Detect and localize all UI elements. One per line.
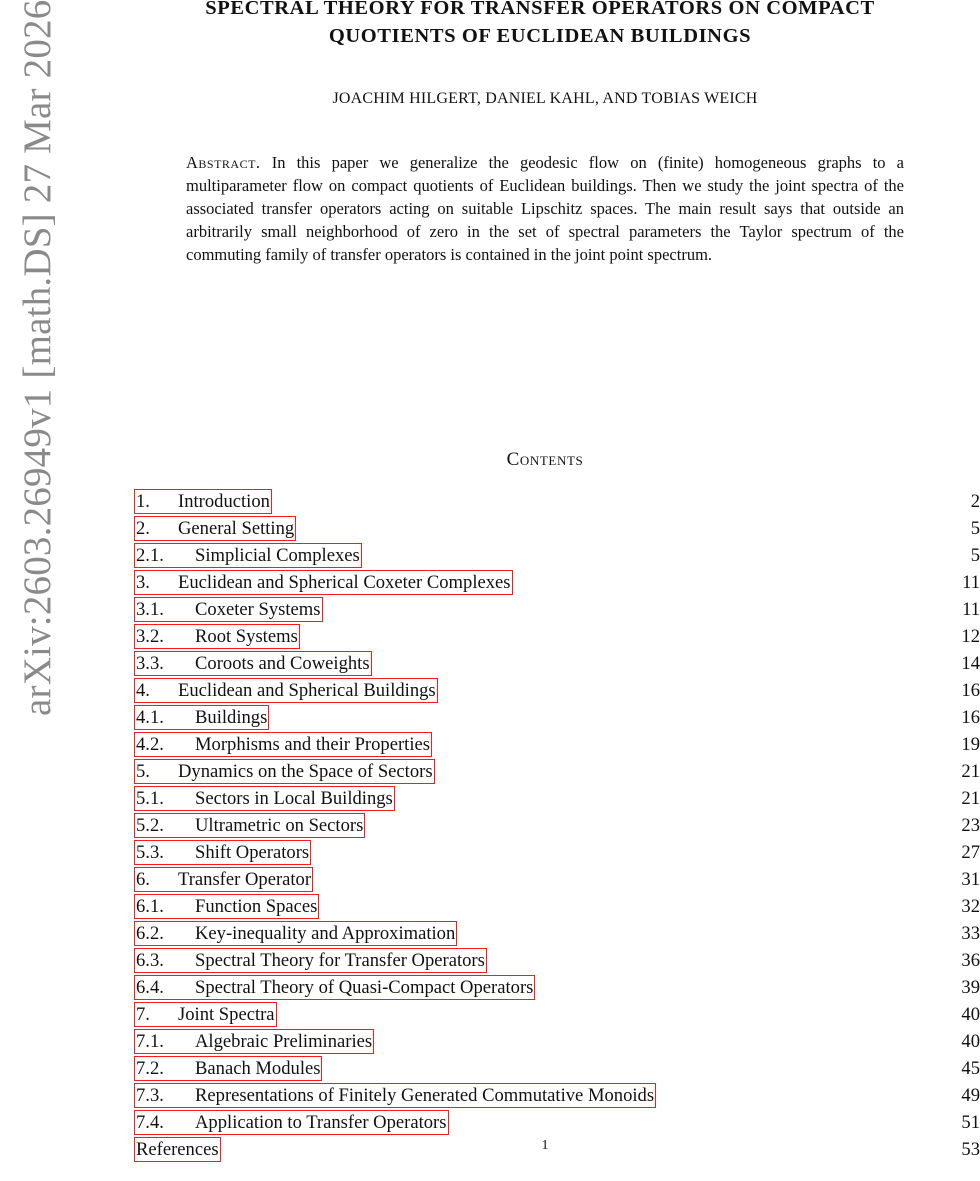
toc-entry-title: Introduction (178, 491, 270, 512)
toc-entry-link[interactable] (134, 516, 296, 541)
toc-entry (134, 543, 980, 570)
toc-entry-title: Ultrametric on Sectors (195, 815, 364, 836)
contents-heading: Contents (506, 449, 584, 470)
toc-entry-page: 23 (961, 815, 980, 836)
toc-entry (134, 894, 980, 921)
toc-entry-page: 21 (961, 761, 980, 782)
toc-entry-page: 40 (961, 1031, 980, 1052)
toc-entry-number: 7.3. (136, 1085, 164, 1106)
toc-entry-title: Representations of Finitely Generated Commutative Monoids (195, 1085, 655, 1106)
toc-entry-number: 6. (136, 869, 150, 890)
toc-entry-number: 5.3. (136, 842, 164, 863)
toc-entry (134, 516, 980, 543)
toc-entry-link[interactable] (134, 1056, 322, 1081)
toc-entry-title: Euclidean and Spherical Coxeter Complexes (178, 572, 511, 593)
toc-entry (134, 597, 980, 624)
toc-entry-number: 7. (136, 1004, 150, 1025)
toc-entry-page: 31 (961, 869, 980, 890)
toc-entry-number: 5. (136, 761, 150, 782)
toc-entry-link[interactable] (134, 732, 432, 757)
toc-entry (134, 975, 980, 1002)
toc-entry-number: 6.3. (136, 950, 164, 971)
toc-entry (134, 570, 980, 597)
toc-entry-number: 5.2. (136, 815, 164, 836)
toc-entry-title: Spectral Theory of Quasi-Compact Operators (195, 977, 534, 998)
toc-entry-page: 11 (962, 572, 980, 593)
toc-entry-page: 27 (961, 842, 980, 863)
toc-entry-link[interactable] (134, 1002, 277, 1027)
arxiv-side-stamp: arXiv:2603.26949v1 [math.DS] 27 Mar 2026 (16, 0, 59, 716)
toc-entry-title: Coxeter Systems (195, 599, 321, 620)
toc-entry-title: Transfer Operator (178, 869, 312, 890)
toc-entry-link[interactable] (134, 570, 513, 595)
toc-entry-page: 53 (961, 1139, 980, 1160)
toc-entry-page: 16 (961, 707, 980, 728)
toc-entry-title: Algebraic Preliminaries (195, 1031, 373, 1052)
toc-entry-link[interactable] (134, 840, 311, 865)
toc-entry-link[interactable] (134, 1029, 374, 1054)
toc-entry-link[interactable] (134, 1110, 449, 1135)
paper-authors: JOACHIM HILGERT, DANIEL KAHL, AND TOBIAS WEICH (332, 90, 758, 107)
toc-entry-number: 7.4. (136, 1112, 164, 1133)
toc-entry-page: 40 (961, 1004, 980, 1025)
toc-entry (134, 867, 980, 894)
toc-entry-title: Coroots and Coweights (195, 653, 370, 674)
toc-entry-link[interactable] (134, 705, 269, 730)
toc-entry-link[interactable] (134, 759, 435, 784)
toc-entry-title: Key-inequality and Approximation (195, 923, 456, 944)
toc-entry-title: Shift Operators (195, 842, 310, 863)
toc-entry-number: 6.4. (136, 977, 164, 998)
toc-entry (134, 921, 980, 948)
toc-entry-title: Buildings (195, 707, 268, 728)
toc-entry-page: 33 (961, 923, 980, 944)
toc-entry-page: 12 (961, 626, 980, 647)
toc-entry-page: 5 (970, 545, 980, 566)
table-of-contents (134, 489, 980, 1164)
toc-entry-link[interactable] (134, 597, 323, 622)
toc-entry (134, 786, 980, 813)
toc-entry-link[interactable] (134, 624, 300, 649)
toc-entry (134, 1056, 980, 1083)
toc-entry (134, 948, 980, 975)
toc-entry-page: 5 (970, 518, 980, 539)
toc-entry (134, 489, 980, 516)
toc-entry-title: References (136, 1139, 219, 1160)
toc-entry-number: 3.1. (136, 599, 164, 620)
toc-entry-number: 2. (136, 518, 150, 539)
abstract-text: In this paper we generalize the geodesic flow on (finite) homogeneous graphs to a multiparameter flow on compact quotients of Euclidean buildings. Then we study the joint spectra of the associated transfer operators acting on suitable Lipschitz spaces. The main result says that outside an arbitrarily small neighborhood of zero in the set of spectral parameters the Taylor spectrum of the commuting family of transfer operators is contained in the joint point spectrum. (186, 153, 904, 264)
toc-entry-number: 3.2. (136, 626, 164, 647)
toc-entry-title: Spectral Theory for Transfer Operators (195, 950, 485, 971)
toc-entry-title: Root Systems (195, 626, 298, 647)
toc-entry (134, 1002, 980, 1029)
paper-title (0, 0, 980, 50)
toc-entry (134, 840, 980, 867)
toc-entry-title: Dynamics on the Space of Sectors (178, 761, 433, 782)
toc-entry (134, 651, 980, 678)
toc-entry-number: 2.1. (136, 545, 164, 566)
toc-entry-link[interactable] (134, 867, 313, 892)
toc-entry-page: 45 (961, 1058, 980, 1079)
toc-entry-page: 51 (961, 1112, 980, 1133)
toc-entry-link[interactable] (134, 1083, 656, 1108)
toc-entry-page: 19 (961, 734, 980, 755)
toc-entry-title: Application to Transfer Operators (195, 1112, 447, 1133)
toc-entry-title: Banach Modules (195, 1058, 321, 1079)
toc-entry-link[interactable] (134, 489, 272, 514)
toc-entry-link[interactable] (134, 894, 319, 919)
toc-entry-page: 11 (962, 599, 980, 620)
toc-entry (134, 705, 980, 732)
toc-entry-page: 39 (961, 977, 980, 998)
toc-entry-link[interactable] (134, 786, 395, 811)
toc-entry-number: 7.2. (136, 1058, 164, 1079)
toc-entry-title: Joint Spectra (178, 1004, 275, 1025)
paper-title-line-2: QUOTIENTS OF EUCLIDEAN BUILDINGS (328, 25, 752, 47)
toc-entry-number: 4.1. (136, 707, 164, 728)
abstract (186, 151, 904, 266)
toc-entry (134, 624, 980, 651)
toc-entry-page: 49 (961, 1085, 980, 1106)
paper-title-line-1: SPECTRAL THEORY FOR TRANSFER OPERATORS ON COMPACT (205, 0, 875, 19)
toc-entry-title: Simplicial Complexes (195, 545, 360, 566)
toc-entry (134, 813, 980, 840)
toc-entry-number: 5.1. (136, 788, 164, 809)
toc-entry-link[interactable] (134, 948, 487, 973)
toc-entry-number: 3. (136, 572, 150, 593)
toc-entry-page: 21 (961, 788, 980, 809)
toc-entry-title: Sectors in Local Buildings (195, 788, 393, 809)
toc-entry-page: 14 (961, 653, 980, 674)
toc-entry-title: Morphisms and their Properties (195, 734, 430, 755)
toc-entry-number: 6.2. (136, 923, 164, 944)
toc-entry-page: 36 (961, 950, 980, 971)
toc-entry (134, 678, 980, 705)
toc-entry-title: Function Spaces (195, 896, 318, 917)
toc-entry-number: 6.1. (136, 896, 164, 917)
toc-entry-link[interactable] (134, 651, 372, 676)
toc-entry-number: 4.2. (136, 734, 164, 755)
toc-entry-number: 1. (136, 491, 150, 512)
toc-entry (134, 1029, 980, 1056)
abstract-label: Abstract. (186, 153, 261, 172)
toc-entry (134, 1083, 980, 1110)
toc-entry-page: 32 (961, 896, 980, 917)
page-number: 1 (541, 1138, 549, 1153)
toc-entry-page: 16 (961, 680, 980, 701)
toc-entry (134, 1110, 980, 1137)
toc-entry (134, 732, 980, 759)
toc-entry-link[interactable] (134, 813, 365, 838)
toc-entry-number: 7.1. (136, 1031, 164, 1052)
toc-entry-link[interactable] (134, 975, 535, 1000)
toc-entry-title: Euclidean and Spherical Buildings (178, 680, 436, 701)
toc-entry (134, 759, 980, 786)
toc-entry-link[interactable] (134, 543, 362, 568)
toc-entry-title: General Setting (178, 518, 295, 539)
toc-entry-number: 3.3. (136, 653, 164, 674)
toc-entry-link[interactable] (134, 678, 438, 703)
toc-entry-link[interactable] (134, 921, 457, 946)
toc-entry-page: 2 (970, 491, 980, 512)
toc-entry-number: 4. (136, 680, 150, 701)
